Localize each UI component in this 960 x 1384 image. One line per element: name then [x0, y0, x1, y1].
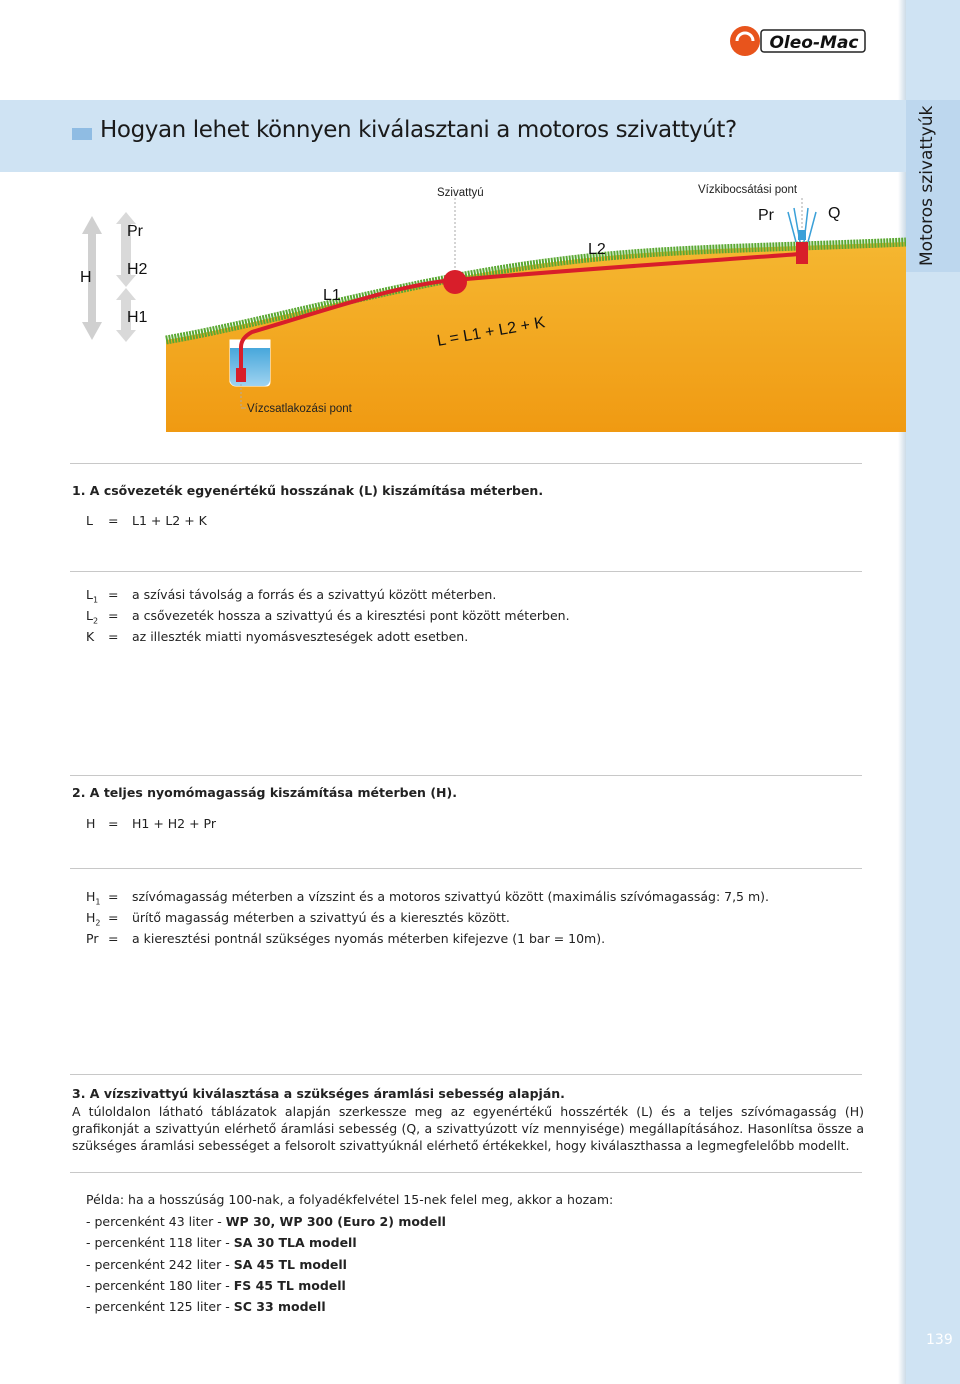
section2-formula-lhs: H — [86, 816, 96, 831]
def-eq: = — [108, 629, 119, 644]
section3-body: A túloldalon látható táblázatok alapján szerkessze meg az egyenértékű hosszérték (L) és a teljes szívómagasság (H) grafikonját a szivattyún elérhető áramlási sebesség (Q, a szivattyúzott víz mennyisége) megállapításához. Hasonlítsa össze a szükséges áramlási sebességet a felsorolt szivattyúknál elérhető értékekkel, hogy kiválaszthassa a legmegfelelőbb modellt. — [72, 1104, 864, 1153]
diagram-label-h2: H2 — [127, 261, 148, 278]
section1-heading: 1. A csővezeték egyenértékű hosszának (L) kiszámítása méterben. — [72, 483, 544, 498]
diagram-label-outlet: Vízkibocsátási pont — [698, 184, 798, 196]
list-item: - percenként 180 liter - FS 45 TL modell — [86, 1278, 346, 1293]
section1-formula-eq: = — [108, 513, 119, 528]
sidebar-section-title: Motoros szivattyúk — [917, 105, 937, 267]
diagram-label-l1: L1 — [323, 287, 341, 304]
def-eq: = — [108, 587, 119, 602]
def-symbol: Pr — [86, 931, 99, 946]
def-text: a szívási távolság a forrás és a szivattyú között méterben. — [132, 587, 497, 602]
def-symbol: $H_2$ — [86, 910, 101, 928]
section2-heading: 2. A teljes nyomómagasság kiszámítása méterben (H). — [72, 785, 457, 800]
def-text: ürítő magasság méterben a szivattyú és a kieresztés között. — [132, 910, 510, 925]
pump-diagram — [70, 172, 906, 437]
divider — [70, 775, 862, 776]
def-text: szívómagasság méterben a vízszint és a motoros szivattyú között (maximális szívómagasság: 7,5 m). — [132, 889, 770, 904]
example-intro: Példa: ha a hosszúság 100-nak, a folyadékfelvétel 15-nek felel meg, akkor a hozam: — [86, 1192, 614, 1207]
section2-formula-eq: = — [108, 816, 119, 831]
def-text: a kieresztési pontnál szükséges nyomás méterben kifejezve (1 bar = 10m). — [132, 931, 606, 946]
oleo-mac-logo — [728, 24, 868, 63]
diagram-label-l2: L2 — [588, 241, 606, 258]
divider — [70, 1074, 862, 1075]
divider — [70, 1172, 862, 1173]
def-symbol: $H_1$ — [86, 889, 101, 907]
diagram-label-h1: H1 — [127, 309, 148, 326]
list-item: - percenként 118 liter - SA 30 TLA modell — [86, 1235, 357, 1250]
section2-formula-rhs: H1 + H2 + Pr — [132, 816, 217, 831]
def-eq: = — [108, 910, 119, 925]
page-title: Hogyan lehet könnyen kiválasztani a motoros szivattyút? — [100, 117, 737, 143]
diagram-label-pump: Szivattyú — [437, 187, 484, 199]
list-item: - percenként 43 liter - WP 30, WP 300 (Euro 2) modell — [86, 1214, 446, 1229]
section1-formula-lhs: L — [86, 513, 93, 528]
diagram-label-h: H — [80, 269, 92, 286]
def-eq: = — [108, 889, 119, 904]
section3-heading: 3. A vízszivattyú kiválasztása a szükséges áramlási sebesség alapján. — [72, 1086, 565, 1101]
diagram-label-q: Q — [828, 205, 841, 222]
divider — [70, 868, 862, 869]
def-symbol: $L_1$ — [86, 587, 99, 605]
diagram-label-pr-left: Pr — [127, 223, 143, 240]
section1-formula-rhs: L1 + L2 + K — [132, 513, 207, 528]
def-symbol: $L_2$ — [86, 608, 99, 626]
def-eq: = — [108, 608, 119, 623]
def-text: az illeszték miatti nyomásveszteségek adott esetben. — [132, 629, 469, 644]
title-marker — [72, 128, 92, 140]
diagram-formula: L = L1 + L2 + K — [435, 314, 547, 350]
divider — [70, 463, 862, 464]
def-symbol: K — [86, 629, 95, 644]
def-text: a csővezeték hossza a szivattyú és a kiresztési pont között méterben. — [132, 608, 570, 623]
list-item: - percenként 242 liter - SA 45 TL modell — [86, 1257, 347, 1272]
def-eq: = — [108, 931, 119, 946]
page-number: 139 — [926, 1332, 953, 1348]
brand-logo-text: Oleo-Mac — [769, 33, 859, 53]
list-item: - percenként 125 liter - SC 33 modell — [86, 1299, 326, 1314]
divider — [70, 571, 862, 572]
diagram-label-inlet: Vízcsatlakozási pont — [247, 403, 352, 415]
diagram-label-pr-right: Pr — [758, 207, 774, 224]
